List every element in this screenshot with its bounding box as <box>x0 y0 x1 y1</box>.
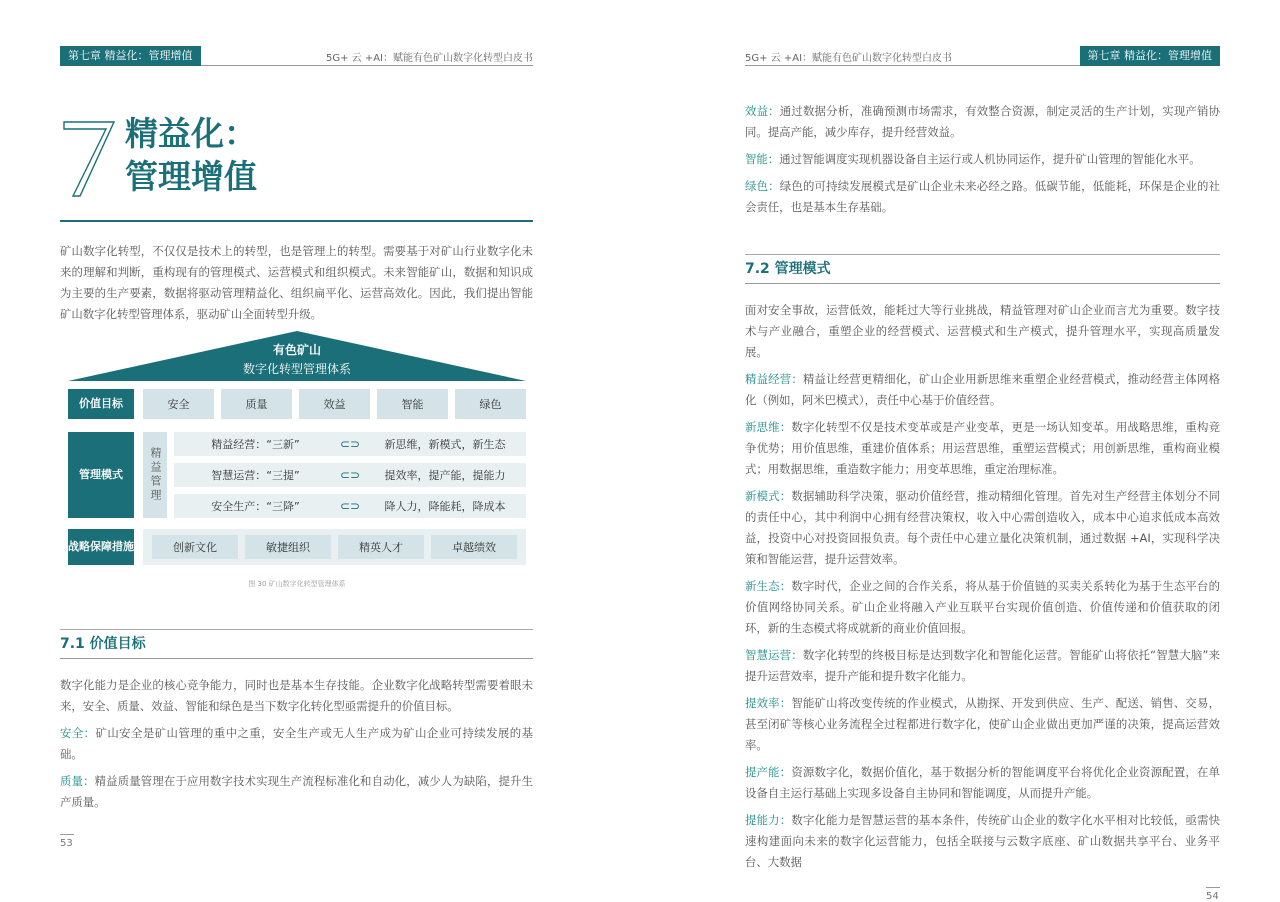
title-line-1: 精益化： <box>125 114 257 153</box>
title-line-2: 管理增值 <box>125 157 257 196</box>
para-label: 智能： <box>745 152 780 166</box>
page-number: 53 <box>60 834 74 849</box>
page-header <box>60 46 533 66</box>
para-text: 数字化能力是智慧运营的基本条件，传统矿山企业的数字化水平相对比较低，亟需快速构建面向未来的数字化运营能力，包括全联接与云数字底座、矿山数据共享平台、业务平台、大数据 <box>745 813 1220 869</box>
chapter-tag: 第七章 精益化：管理增值 <box>1080 46 1221 66</box>
para-text: 资源数字化，数据价值化，基于数据分析的智能调度平台将优化企业资源配置，在单设备自主运行基础上实现多设备自主协同和智能调度，从而提升产能。 <box>745 765 1220 800</box>
section-heading-7-2: 7.2 管理模式 <box>745 254 1220 284</box>
para-label: 精益经营： <box>745 372 803 386</box>
para-label: 智慧运营： <box>745 648 803 662</box>
paragraph <box>745 149 1220 170</box>
strategy-cell: 卓越绩效 <box>431 535 517 559</box>
para-text: 数字化转型的终极目标是达到数字化和智能化运营。智能矿山将依托“智慧大脑”来提升运营效率，提升产能和提升数字化能力。 <box>745 648 1220 683</box>
left-page <box>60 0 533 868</box>
para-text: 矿山安全是矿山管理的重中之重，安全生产或无人生产成为矿山企业可持续发展的基础。 <box>60 726 533 761</box>
section-heading-7-1: 7.1 价值目标 <box>60 629 533 659</box>
mode-right: 新思维，新模式，新生态 <box>384 438 506 451</box>
mode-left: 智慧运营：“三提” <box>211 469 300 482</box>
paragraph <box>745 369 1220 411</box>
para-label: 提产能： <box>745 765 792 779</box>
paragraph <box>745 693 1220 756</box>
management-system-diagram <box>68 331 526 593</box>
left-content-flow <box>60 241 533 819</box>
para-text: 精益让经营更精细化，矿山企业用新思维来重塑企业经营模式，推动经营主体网格化（例如，阿米巴模式），责任中心基于价值经营。 <box>745 372 1220 407</box>
para-label: 安全： <box>60 726 96 740</box>
para-label: 新生态： <box>745 579 792 593</box>
paragraph <box>745 176 1220 218</box>
strategy-cell: 敏捷组织 <box>245 535 331 559</box>
strategy-cell: 创新文化 <box>152 535 238 559</box>
para-text: 通过数据分析，准确预测市场需求，有效整合资源，制定灵活的生产计划，实现产销协同。提高产能，减少库存，提升经营效益。 <box>745 104 1220 139</box>
goal-cell: 绿色 <box>455 389 526 419</box>
para-text: 数据辅助科学决策，驱动价值经营，推动精细化管理。首先对生产经营主体划分不同的责任中心，其中利润中心拥有经营决策权，收入中心需创造收入，成本中心追求低成本高效益，投资中心对投资回报负责。每个责任中心建立量化决策机制，通过数据 +AI，实现科学决策和智能运营，提升运营效率。 <box>745 489 1220 566</box>
paragraph <box>745 300 1220 363</box>
para-text: 数字时代，企业之间的合作关系，将从基于价值链的买卖关系转化为基于生态平台的价值网络协同关系。矿山企业将融入产业互联平台实现价值创造、价值传递和价值获取的闭环，新的生态模式将成就新的商业价值回报。 <box>745 579 1220 635</box>
chapter-tag: 第七章 精益化：管理增值 <box>60 46 201 66</box>
link-icon: ⊂⊃ <box>340 468 361 482</box>
para-text: 绿色的可持续发展模式是矿山企业未来必经之路。低碳节能，低能耗，环保是企业的社会责任，也是基本生存基础。 <box>745 179 1220 214</box>
paragraph <box>745 101 1220 143</box>
whitepaper-title: 5G+ 云 +AI：赋能有色矿山数字化转型白皮书 <box>325 53 533 64</box>
para-label: 绿色： <box>745 179 780 193</box>
para-text: 面对安全事故，运营低效，能耗过大等行业挑战，精益管理对矿山企业而言尤为重要。数字技术与产业融合，重塑企业的经营模式、运营模式和生产模式，提升管理水平，实现高质量发展。 <box>745 303 1220 359</box>
paragraph <box>60 723 533 765</box>
mode-right: 提效率，提产能，提能力 <box>384 469 506 482</box>
paragraph <box>745 762 1220 804</box>
row-label-management-mode: 管理模式 <box>68 432 134 518</box>
title-rule <box>60 220 533 222</box>
paragraph <box>60 675 533 717</box>
para-text: 数字化转型不仅是技术变革或是产业变革，更是一场认知变革。用战略思维，重构竞争优势；用价值思维，重建价值体系；用运营思维，重塑运营模式；用创新思维，重构商业模式；用数据思维，重造数字能力；用变革思维，重定治理标准。 <box>745 420 1220 476</box>
paragraph <box>745 576 1220 639</box>
mode-left: 精益经营：“三新” <box>211 438 300 451</box>
roof-title-1: 有色矿山 <box>272 343 321 357</box>
paragraph <box>60 771 533 813</box>
para-label: 提效率： <box>745 696 792 710</box>
para-label: 效益： <box>745 104 780 118</box>
strategy-cell: 精英人才 <box>338 535 424 559</box>
paragraph <box>745 417 1220 480</box>
mode-right: 降人力，降能耗，降成本 <box>384 500 506 513</box>
para-label: 新思维： <box>745 420 792 434</box>
intro-paragraph: 矿山数字化转型，不仅仅是技术上的转型，也是管理上的转型。需要基于对矿山行业数字化未来的理解和判断，重构现有的管理模式、运营模式和组织模式。未来智能矿山，数据和知识成为主要的生产要素，数据将驱动管理精益化、组织扁平化、运营高效化。因此，我们提出智能矿山数字化转型管理体系，驱动矿山全面转型升级。 <box>60 244 533 321</box>
roof-title-2: 数字化转型管理体系 <box>242 362 351 376</box>
paragraph <box>745 486 1220 570</box>
para-text: 通过智能调度实现机器设备自主运行或人机协同运作，提升矿山管理的智能化水平。 <box>779 152 1201 166</box>
lean-management-side: 精益管理 <box>143 432 167 518</box>
paragraph <box>745 810 1220 873</box>
page-number: 54 <box>1206 887 1220 902</box>
para-text: 精益质量管理在于应用数字技术实现生产流程标准化和自动化，减少人为缺陷，提升生产质量。 <box>60 774 533 809</box>
chapter-title <box>125 112 257 198</box>
right-content-flow <box>745 101 1220 879</box>
goal-cell: 质量 <box>221 389 292 419</box>
chapter-number-7 <box>60 110 120 200</box>
row-label-value-goals: 价值目标 <box>68 389 134 419</box>
goal-cell: 安全 <box>143 389 214 419</box>
link-icon: ⊂⊃ <box>340 499 361 513</box>
row-label-strategy: 战略保障措施 <box>68 529 134 565</box>
mode-left: 安全生产：“三降” <box>211 500 300 513</box>
whitepaper-title: 5G+ 云 +AI：赋能有色矿山数字化转型白皮书 <box>745 53 953 64</box>
para-label: 新模式： <box>745 489 792 503</box>
para-text: 智能矿山将改变传统的作业模式，从勘探、开发到供应、生产、配送、销售、交易，甚至闭矿等核心业务流程全过程都进行数字化，使矿山企业做出更加严谨的决策，提高运营效率。 <box>745 696 1220 752</box>
goal-cell: 效益 <box>299 389 370 419</box>
figure-caption: 图 30 矿山数字化转型管理体系 <box>248 580 346 588</box>
goal-cell: 智能 <box>377 389 448 419</box>
page-header <box>745 46 1220 66</box>
link-icon: ⊂⊃ <box>340 437 361 451</box>
paragraph <box>745 645 1220 687</box>
para-text: 数字化能力是企业的核心竞争能力，同时也是基本生存技能。企业数字化战略转型需要着眼未来，安全、质量、效益、智能和绿色是当下数字化转化型亟需提升的价值目标。 <box>60 678 533 713</box>
para-label: 提能力： <box>745 813 792 827</box>
right-page <box>745 0 1220 902</box>
para-label: 质量： <box>60 774 95 788</box>
